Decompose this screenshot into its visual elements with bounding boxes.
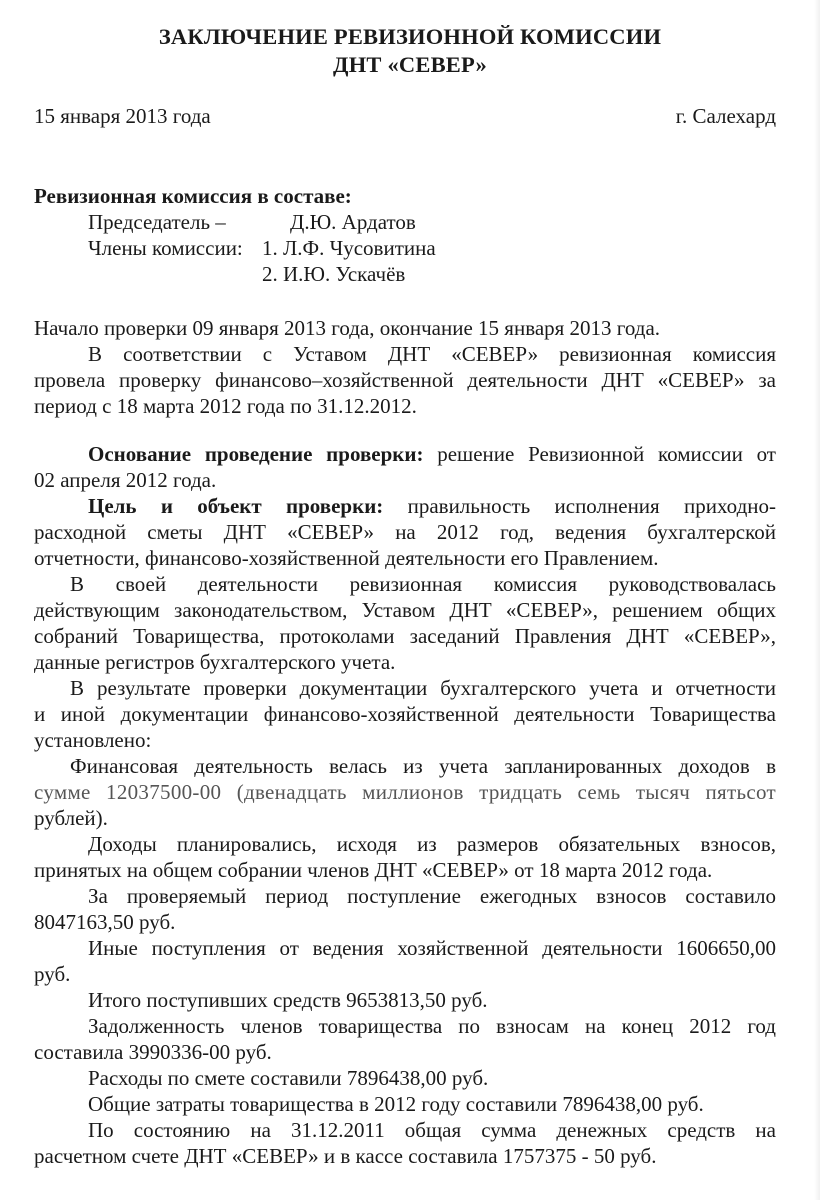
text-line: В соответствии с Уставом ДНТ «СЕВЕР» ревизионная комиссия	[88, 342, 776, 366]
basis-label: Основание проведение проверки:	[88, 442, 424, 466]
text-line: Итого поступивших средств 9653813,50 руб.	[88, 988, 488, 1012]
members-label: Члены комиссии:	[88, 236, 243, 260]
text-line: Начало проверки 09 января 2013 года, окончание 15 января 2013 года.	[34, 316, 661, 340]
text-line: собраний Товарищества, протоколами заседаний Правления ДНТ «СЕВЕР»,	[34, 624, 776, 648]
text-line: период с 18 марта 2012 года по 31.12.2012.	[34, 394, 417, 418]
text-line: Расходы по смете составили 7896438,00 руб.	[88, 1066, 489, 1090]
basis-text: решение Ревизионной комиссии от	[423, 442, 776, 466]
text-line: Иные поступления от ведения хозяйственной деятельности 1606650,00	[88, 936, 776, 960]
text-line: провела проверку финансово–хозяйственной деятельности ДНТ «СЕВЕР» за	[34, 368, 776, 392]
text-line: рублей).	[34, 806, 108, 830]
text-line: расходной сметы ДНТ «СЕВЕР» на 2012 год, ведения бухгалтерской	[34, 520, 776, 544]
text-line: Финансовая деятельность велась из учета запланированных доходов в	[70, 754, 776, 778]
text-line: 8047163,50 руб.	[34, 910, 176, 934]
text-line: Доходы планировались, исходя из размеров обязательных взносов,	[88, 832, 776, 856]
text-line: данные регистров бухгалтерского учета.	[34, 650, 396, 674]
text-line: 02 апреля 2012 года.	[34, 468, 217, 492]
document-date: 15 января 2013 года	[34, 104, 211, 128]
text-line: действующим законодательством, Уставом ДНТ «СЕВЕР», решением общих	[34, 598, 776, 622]
text-line: отчетности, финансово-хозяйственной деятельности его Правлением.	[34, 546, 659, 570]
text-line: руб.	[34, 962, 71, 986]
document-title: ЗАКЛЮЧЕНИЕ РЕВИЗИОННОЙ КОМИССИИ	[158, 24, 662, 49]
text-line: сумме 12037500-00 (двенадцать миллионов тридцать семь тысяч пятьсот	[34, 780, 776, 804]
text-line: По состоянию на 31.12.2011 общая сумма денежных средств на	[88, 1118, 776, 1142]
member-1: 1. Л.Ф. Чусовитина	[262, 236, 436, 260]
text-line: Общие затраты товарищества в 2012 году составили 7896438,00 руб.	[88, 1092, 704, 1116]
commission-heading: Ревизионная комиссия в составе:	[34, 184, 352, 208]
scan-edge	[814, 0, 820, 1200]
text-line: За проверяемый период поступление ежегодных взносов составило	[88, 884, 776, 908]
document-city: г. Салехард	[675, 104, 776, 128]
purpose-text: правильность исполнения приходно-	[383, 494, 776, 518]
text-line: Задолженность членов товарищества по взносам на конец 2012 год	[88, 1014, 776, 1038]
text-line	[88, 442, 776, 467]
text-line: принятых на общем собрании членов ДНТ «СЕВЕР» от 18 марта 2012 года.	[34, 858, 713, 882]
text-line: В результате проверки документации бухгалтерского учета и отчетности	[70, 676, 776, 700]
chair-name: Д.Ю. Ардатов	[290, 210, 416, 234]
text-line	[88, 494, 776, 519]
text-line: составила 3990336-00 руб.	[34, 1040, 272, 1064]
chair-label: Председатель –	[88, 210, 226, 234]
member-2: 2. И.Ю. Ускачёв	[262, 262, 406, 286]
purpose-label: Цель и объект проверки:	[88, 494, 384, 518]
text-line: и иной документации финансово-хозяйственной деятельности Товарищества	[34, 702, 776, 726]
text-line: В своей деятельности ревизионная комиссия руководствовалась	[70, 572, 776, 596]
text-line: установлено:	[34, 728, 152, 752]
organization-name: ДНТ «СЕВЕР»	[333, 52, 487, 77]
text-line: расчетном счете ДНТ «СЕВЕР» и в кассе составила 1757375 - 50 руб.	[34, 1144, 657, 1168]
